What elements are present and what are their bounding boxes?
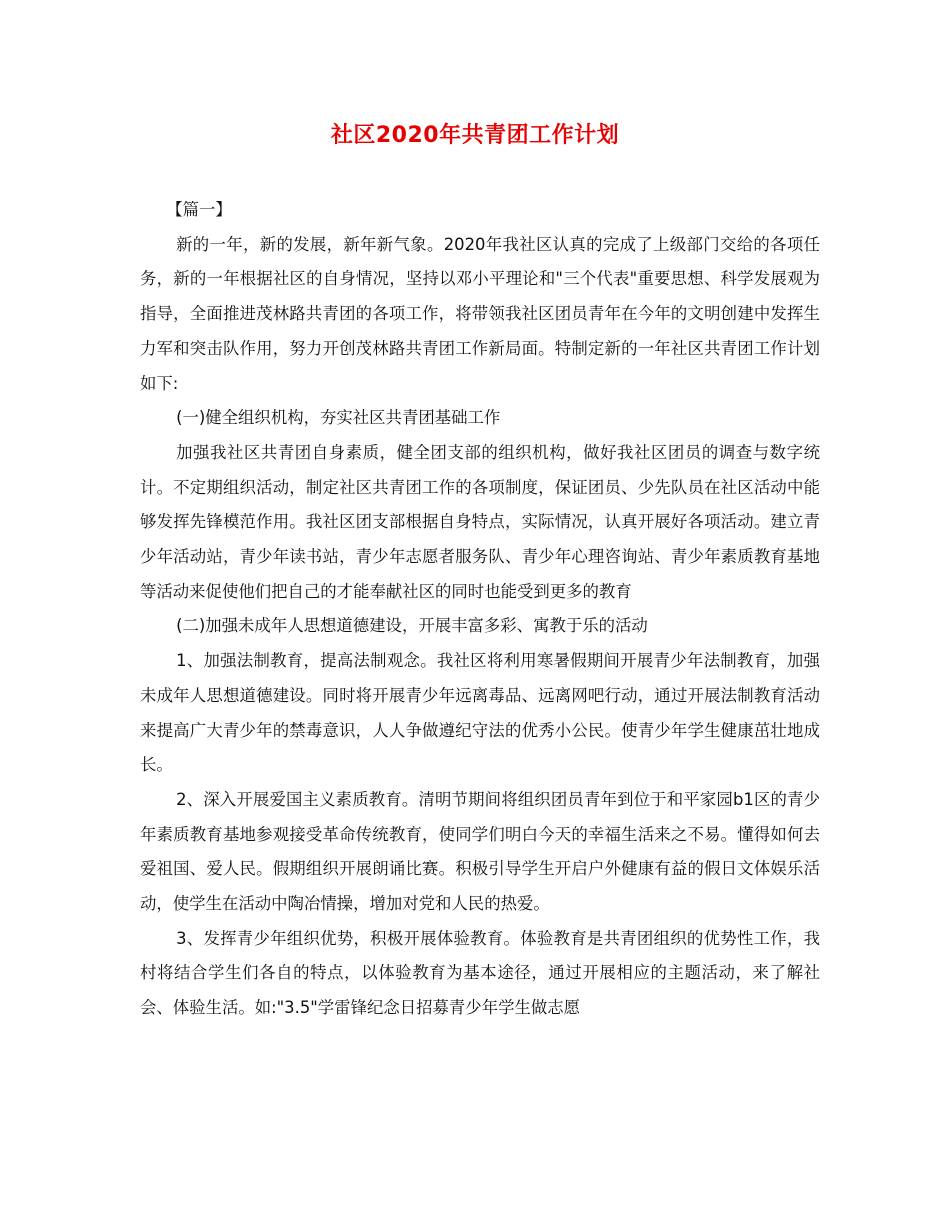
heading-section-2: (二)加强未成年人思想道德建设，开展丰富多彩、寓教于乐的活动: [176, 616, 648, 636]
heading-section-1: (一)健全组织机构，夯实社区共青团基础工作: [176, 408, 501, 428]
paragraph-intro: 新的一年，新的发展，新年新气象。2020年我社区认真的完成了上级部门交给的各项任务，新的一年根据社区的自身情况，坚持以邓小平理论和"三个代表"重要思想、科学发展观为指导，全面推进茂林路共青团的各项工作，将带领我社区团员青年在今年的文明创建中发挥生力军和突击队作用，努力开创茂林路共青团工作新局面。特制定新的一年社区共青团工作计划如下:: [140, 234, 820, 393]
paragraph-item-2: 2、深入开展爱国主义素质教育。清明节期间将组织团员青年到位于和平家园b1区的青少年素质教育基地参观接受革命传统教育，使同学们明白今天的幸福生活来之不易。懂得如何去爱祖国、爱人民。假期组织开展朗诵比赛。积极引导学生开启户外健康有益的假日文体娱乐活动，使学生在活动中陶冶情操，增加对党和人民的热爱。: [140, 789, 820, 914]
section-label: 【篇一】: [166, 200, 232, 219]
document-body: [140, 193, 820, 1026]
paragraph-item-3: 3、发挥青少年组织优势，积极开展体验教育。体验教育是共青团组织的优势性工作，我村将结合学生们各自的特点，以体验教育为基本途径，通过开展相应的主题活动，来了解社会、体验生活。如:"3.5"学雷锋纪念日招募青少年学生做志愿: [140, 928, 820, 1018]
paragraph-item-1: 1、加强法制教育，提高法制观念。我社区将利用寒暑假期间开展青少年法制教育，加强未成年人思想道德建设。同时将开展青少年远离毒品、远离网吧行动，通过开展法制教育活动来提高广大青少年的禁毒意识，人人争做遵纪守法的优秀小公民。使青少年学生健康茁壮地成长。: [140, 651, 820, 775]
document-title: 社区2020年共青团工作计划: [330, 123, 620, 148]
paragraph-section-1: 加强我社区共青团自身素质，健全团支部的组织机构，做好我社区团员的调查与数字统计。不定期组织活动，制定社区共青团工作的各项制度，保证团员、少先队员在社区活动中能够发挥先锋模范作用。我社区团支部根据自身特点，实际情况，认真开展好各项活动。建立青少年活动站，青少年读书站，青少年志愿者服务队、青少年心理咨询站、青少年素质教育基地等活动来促使他们把自己的才能奉献社区的同时也能受到更多的教育: [140, 442, 820, 601]
